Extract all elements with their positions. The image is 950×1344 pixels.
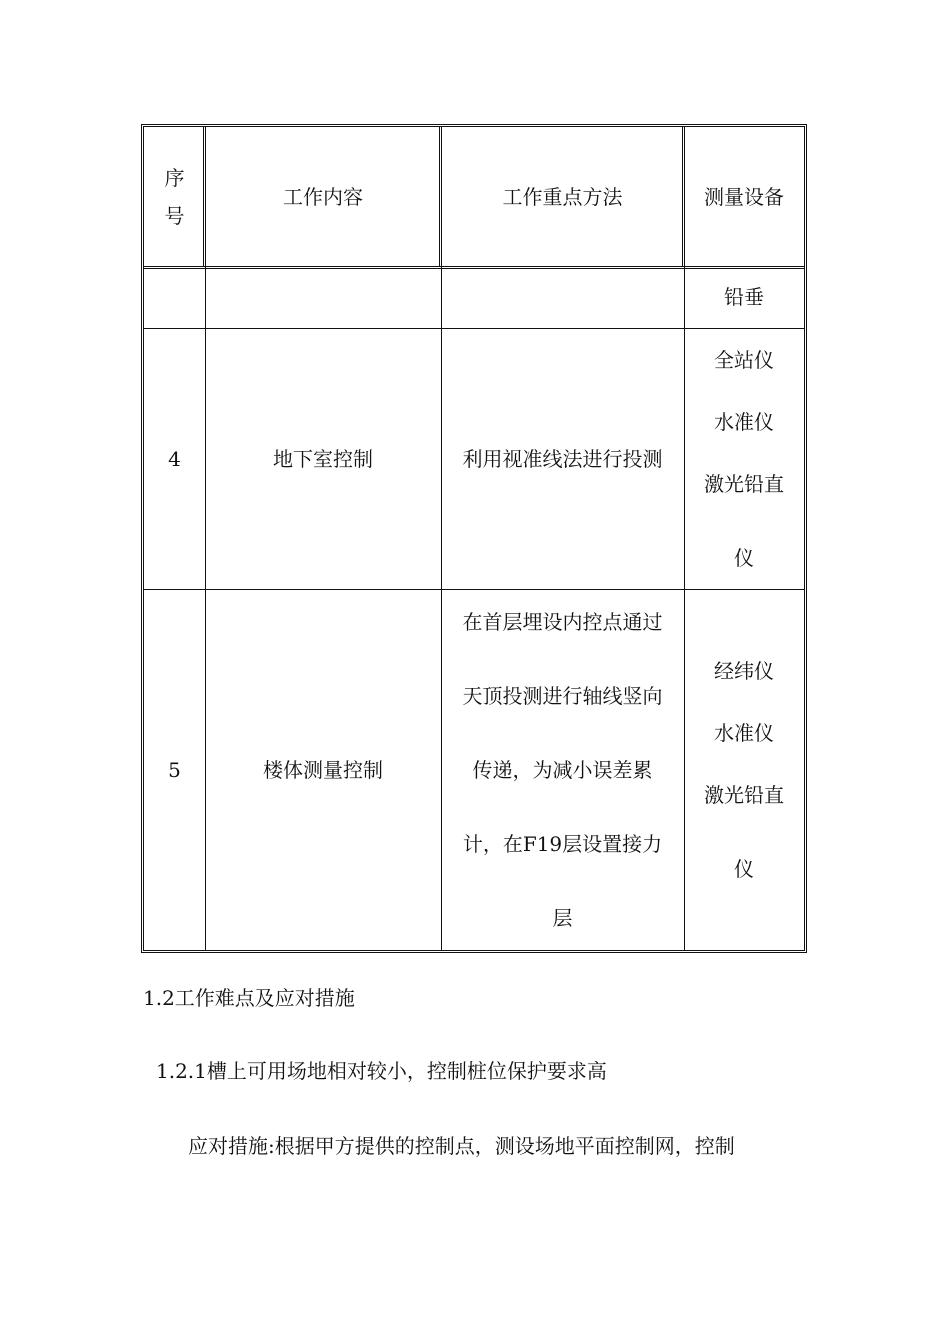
row-4-content: 地下室控制 <box>273 446 373 471</box>
row-4-seq: 4 <box>168 446 181 471</box>
section-heading: 1.2工作难点及应对措施 <box>143 986 355 1010</box>
header-equipment: 测量设备 <box>704 184 784 209</box>
header-seq: 序 号 <box>164 165 185 228</box>
row-5-equipment: 经纬仪 水准仪 激光铅直 仪 <box>704 658 784 881</box>
survey-work-table <box>141 124 807 953</box>
row-5-seq: 5 <box>168 757 181 782</box>
row-4-method: 利用视准线法进行投测 <box>462 446 663 471</box>
header-method: 工作重点方法 <box>502 184 623 209</box>
body-paragraph: 应对措施:根据甲方提供的控制点，测设场地平面控制网，控制 <box>188 1134 735 1158</box>
header-content: 工作内容 <box>283 184 363 209</box>
table-row-cont-equipment: 铅垂 <box>724 285 764 309</box>
row-4-equipment: 全站仪 水准仪 激光铅直 仪 <box>704 347 784 570</box>
subsection-heading: 1.2.1槽上可用场地相对较小，控制桩位保护要求高 <box>156 1059 607 1083</box>
row-5-method: 在首层埋设内控点通过 天顶投测进行轴线竖向 传递，为减小误差累 计，在F19层设置接力 层 <box>462 609 663 930</box>
row-5-content: 楼体测量控制 <box>263 757 383 782</box>
